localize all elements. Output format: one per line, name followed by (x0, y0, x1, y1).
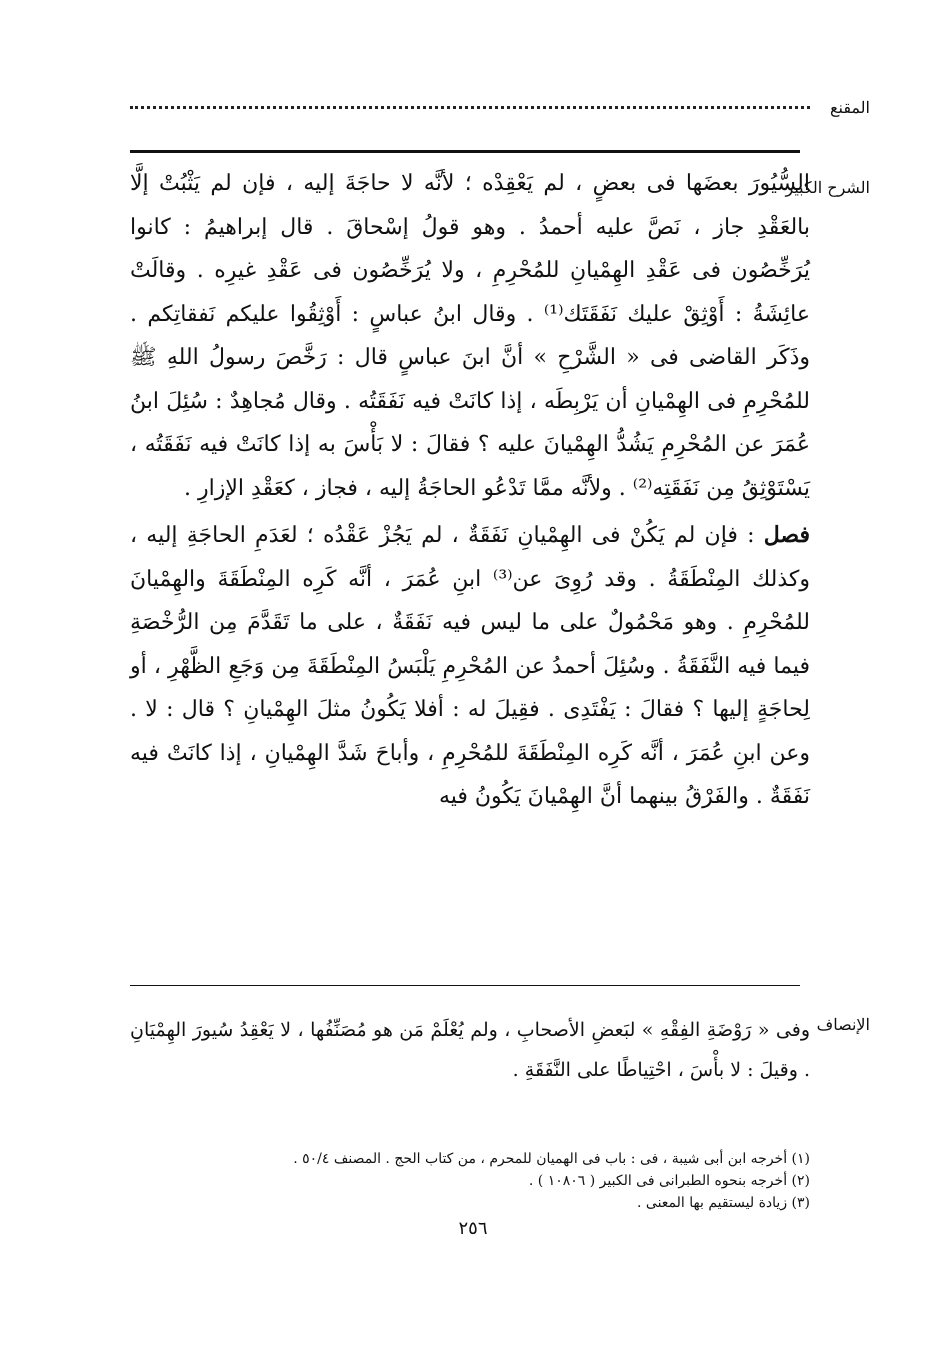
paragraph-2-body: : فإن لم يَكُنْ فى الهِمْيانِ نَفَقَةٌ ، لم يَجُزْ عَقْدُه ؛ لعَدَمِ الحاجَةِ إليه ، وكذلك المِنْطَقَةُ . وقد رُوِىَ عن⁽³⁾ ابنِ عُمَرَ ، أنَّه كَرِه المِنْطَقَةَ والهِمْيانَ للمُحْرِمِ . وهو مَحْمُولٌ على ما ليس فيه نَفَقَةٌ ، على ما تَقَدَّمَ مِن الرُّخْصَةِ فيما فيه النَّفَقَةُ . وسُئِلَ أحمدُ عن المُحْرِمِ يَلْبَسُ المِنْطَقَةَ مِن وَجَعِ الظَّهْرِ ، أو لِحاجَةٍ إليها ؟ فقالَ : يَفْتَدِى . فقِيلَ له : أفلا يَكُونُ مثلَ الهِمْيانِ ؟ قال : لا . وعن ابنِ عُمَرَ ، أنَّه كَرِه المِنْطَقَةَ للمُحْرِمِ ، وأباحَ شَدَّ الهِمْيانِ ، إذا كانَتْ فيه نَفَقَةٌ . والفَرْقُ بينهما أنَّ الهِمْيانَ يَكُونُ فيه (130, 523, 810, 809)
page-number: ٢٥٦ (458, 1218, 488, 1239)
paragraph-2 (130, 514, 810, 819)
footnote-2: (٢) أخرجه بنحوه الطبرانى فى الكبير ( ١٠٨٠٦ ) . (528, 1173, 810, 1189)
insaf-text (130, 1010, 810, 1090)
main-text (130, 162, 810, 819)
sharh-section-label: الشرح الكبير (785, 178, 870, 197)
running-header (130, 98, 870, 128)
footnote-3: (٣) زيادة ليستقيم بها المعنى . (637, 1195, 810, 1211)
running-title: المقنع (829, 98, 870, 117)
paragraph-1: السُّيُورَ بعضَها فى بعضٍ ، لم يَعْقِدْه ؛ لأنَّه لا حاجَةَ إليه ، فإن لم يَثْبُتْ إلَّا بالعَقْدِ جاز ، نَصَّ عليه أحمدُ . وهو قولُ إسْحاقَ . قال إبراهيمُ : كانوا يُرَخِّصُون فى عَقْدِ الهِمْيانِ للمُحْرِمِ ، ولا يُرَخِّصُون فى عَقْدِ غيرِه . وقالَتْ عائِشَةُ : أَوْثِقْ عليك نَفَقَتَك⁽¹⁾ . وقال ابنُ عباسٍ : أَوْثِقُوا عليكم نَفقاتِكم . وذَكَر القاضى فى « الشَّرْحِ » أنَّ ابنَ عباسٍ قال : رَخَّصَ رسولُ اللهِ ﷺ للمُحْرِمِ فى الهِمْيانِ أن يَرْبِطَه ، إذا كانَتْ فيه نَفَقَتُه . وقال مُجاهِدٌ : سُئِلَ ابنُ عُمَرَ عن المُحْرِمِ يَشُدُّ الهِمْيانَ عليه ؟ فقالَ : لا بَأْسَ به إذا كانَتْ فيه نَفَقَتُه ، يَسْتَوْثِقُ مِن نَفَقَتِه⁽²⁾ . ولأنَّه ممَّا تَدْعُو الحاجَةُ إليه ، فجاز ، كعَقْدِ الإزارِ . (130, 171, 810, 501)
footnotes (200, 1148, 810, 1214)
dot-leader (130, 106, 810, 109)
section-divider (130, 985, 800, 986)
header-rule (130, 150, 800, 153)
fasl-heading: فصل (763, 522, 810, 548)
footnote-1: (١) أخرجه ابن أبى شيبة ، فى : باب فى الهميان للمحرم ، من كتاب الحج . المصنف ٥٠/٤ . (293, 1151, 810, 1167)
insaf-section-label: الإنصاف (816, 1015, 870, 1034)
insaf-paragraph: وفى « رَوْضَةِ الفِقْهِ » لبَعضِ الأصحابِ ، ولم يُعْلَمْ مَن هو مُصَنِّفُها ، لا يَعْقِدُ سُيورَ الهِمْيَانِ . وقيلَ : لا بأْسَ ، احْتِياطًا على النَّفَقَةِ . (130, 1019, 810, 1081)
